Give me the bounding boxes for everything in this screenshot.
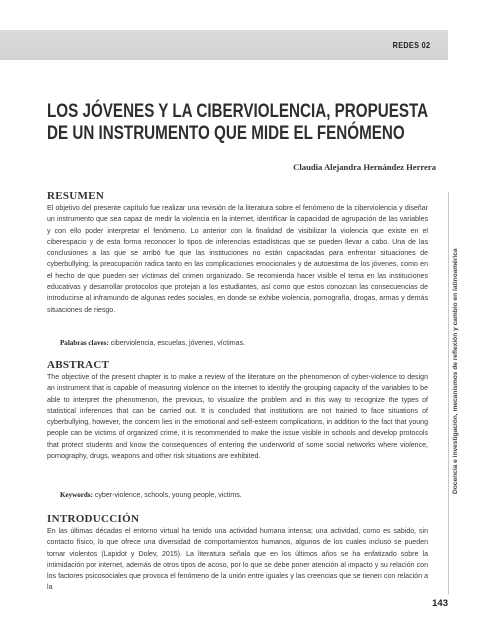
resumen-keywords-text: ciberviolencia, escuelas, jóvenes, víctimas. (110, 340, 246, 347)
abstract-heading: ABSTRACT (47, 359, 110, 371)
resumen-heading: RESUMEN (47, 190, 105, 202)
resumen-keywords-label: Palabras claves: (60, 339, 109, 347)
introduccion-heading: INTRODUCCIÓN (47, 513, 140, 525)
resumen-keywords (60, 339, 245, 347)
series-title: Docencia e investigación, mecanismos de reflexión y cambio en latinoamérica (452, 248, 459, 494)
chapter-title: LOS JÓVENES Y LA CIBERVIOLENCIA, PROPUESTA DE UN INSTRUMENTO QUE MIDE EL FENÓMENO (47, 100, 428, 144)
abstract-body: The objective of the present chapter is to make a review of the literature on the phenomenon of cyber-violence to design an instrument that is capable of measuring violence on the internet to identify the grouping capacity of the variables to be able to interpret the phenomenon, the previous, to visualize the problem and in this way to recognize the types of statistical inferences that can be carried out. It is concluded that institutions are not trained to face situations of cyberbullying, however, the concern lies in the emotional and self-esteem complications, in addition to the fact that young people can be victims of organized crime, it is recommended to make the issue visible in schools and develop protocols that protect students and know the consequences of entering the underworld of some social networks where violence, pornography, drugs, weapons and other risk situations are exhibited. (47, 374, 428, 461)
resumen-body: El objetivo del presente capítulo fue realizar una revisión de la literatura sobre el fenómeno de la ciberviolencia y diseñar un instrumento que sea capaz de medir la violencia en la internet, identificar la capacidad de agrupación de las variables y con ello poder interpretar el fenómeno. Lo anterior con la finalidad de visibilizar la violencia que existe en el ciberespacio y de esta forma reconocer lo tipos de inferencias estadísticas que se pueden llevar a cabo. Una de las conclusiones a las que se arribó fue que las instituciones no están capacitadas para enfrentar situaciones de cyberbullying; la preocupación radica tanto en las complicaciones emocionales y de autoestima de los jóvenes, como en el hecho de que pueden ser víctimas del crimen organizado. Se recomienda hacer visible el tema en las instituciones educativas y desarrollar protocolos que protejan a los estudiantes, así como que estos conozcan las consecuencias de introducirse al inframundo de algunas redes sociales, en donde se exhibe violencia, pornografía, drogas, armas y demás situaciones de riesgo. (47, 205, 428, 314)
author-name: Claudia Alejandra Hernández Herrera (293, 162, 436, 172)
sidebar-rule (448, 192, 449, 594)
abstract-keywords (60, 491, 242, 499)
header-band (0, 30, 448, 60)
introduccion-body: En las últimas décadas el entorno virtual ha tenido una actividad humana intensa; una actividad, como es sabido, sin contacto físico, lo que ofrece una diversidad de comportamientos humanos, algunos de los cuales incluso se pueden tornar violentos (Lapidot y Dolev, 2015). La literatura señala que en los últimos años se ha enfatizado sobre la intimidación por internet, además de otros tipos de acoso, por lo que se debe poner atención al impacto y su relación con los factores psicosociales que provoca el fenómeno de la unión entre iguales y las creencias que se tienen con relación a la (47, 528, 428, 592)
page-number: 143 (432, 598, 448, 609)
section-label: REDES 02 (392, 40, 430, 50)
abstract-keywords-text: cyber-violence, schools, young people, victims. (94, 492, 242, 499)
abstract-keywords-label: Keywords: (60, 491, 93, 499)
